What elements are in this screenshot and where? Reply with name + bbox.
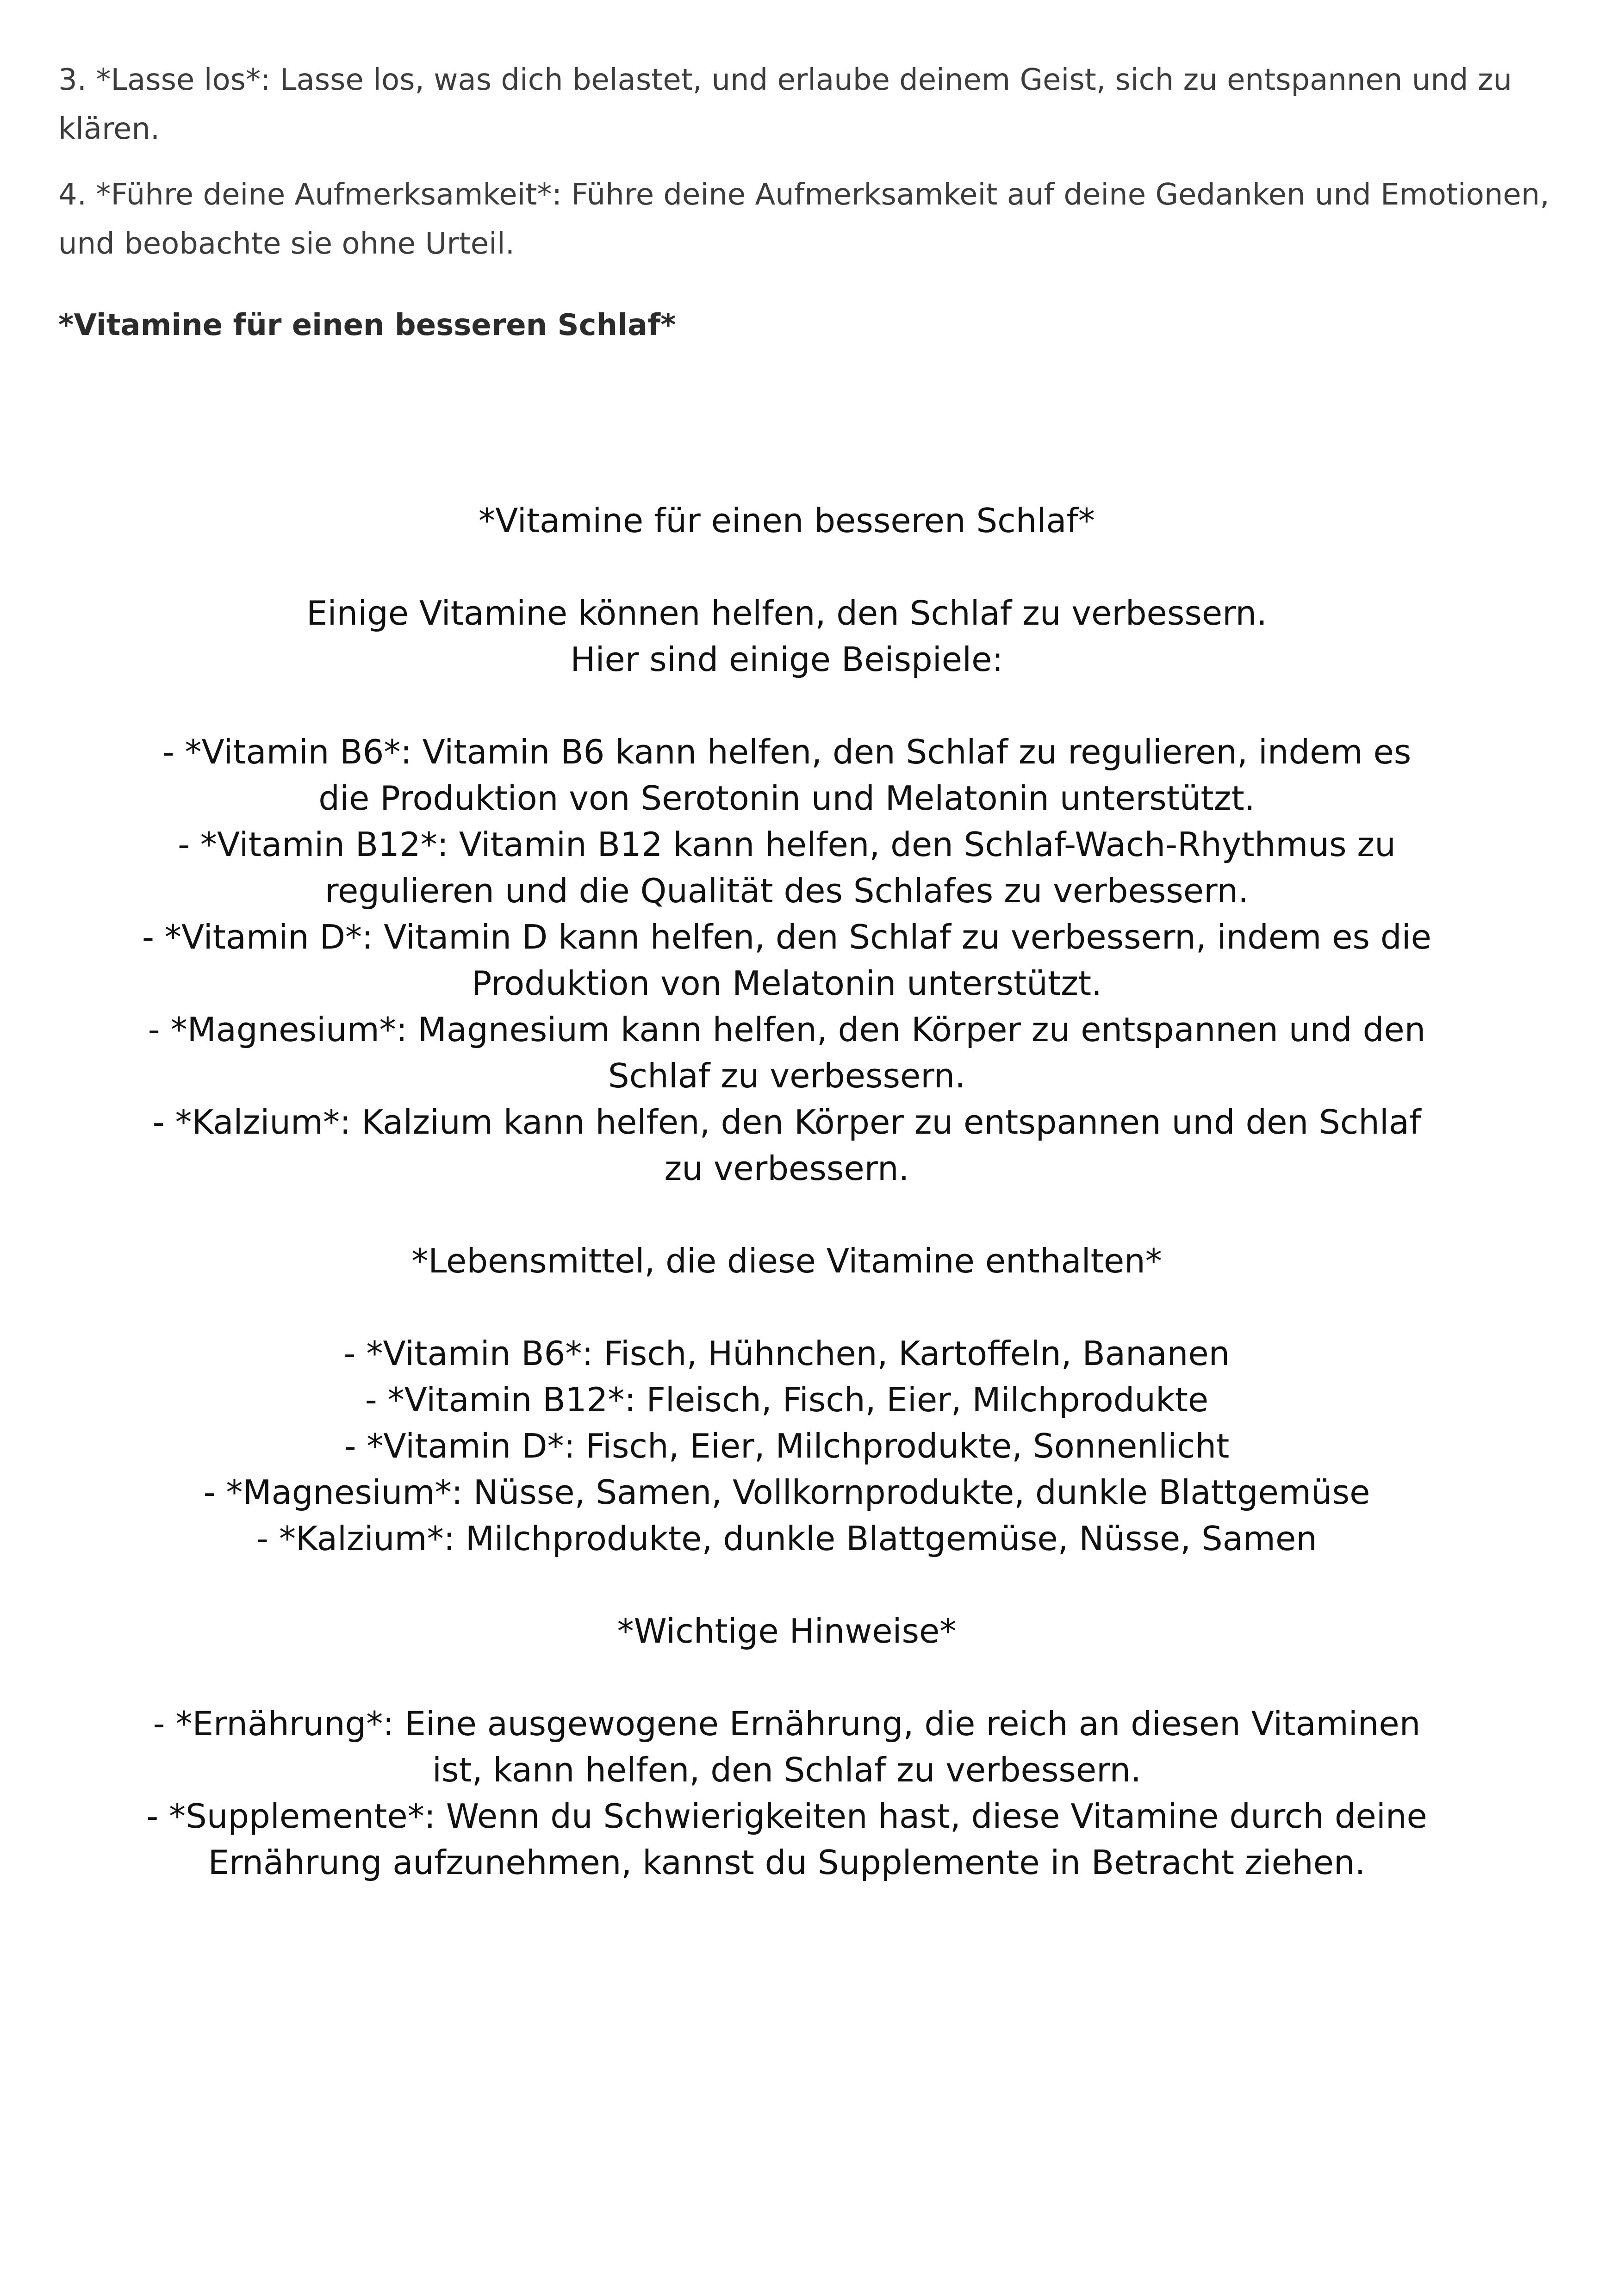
spacer [93, 1562, 1481, 1608]
list-item-fuehre-aufmerksamkeit: 4. *Führe deine Aufmerksamkeit*: Führe deine Aufmerksamkeit auf deine Gedanken und Emotionen, und beobachte sie ohne Urteil. [58, 178, 1549, 261]
vitamin-line: - *Vitamin B6*: Vitamin B6 kann helfen, den Schlaf zu regulieren, indem es [162, 732, 1412, 771]
spacer [93, 1191, 1481, 1238]
food-line: - *Kalzium*: Milchprodukte, dunkle Blattgemüse, Nüsse, Samen [256, 1519, 1317, 1558]
vitamin-line: - *Magnesium*: Magnesium kann helfen, den Körper zu entspannen und den [148, 1010, 1426, 1049]
note-line: Ernährung aufzunehmen, kannst du Supplemente in Betracht ziehen. [208, 1843, 1366, 1882]
centered-title: *Vitamine für einen besseren Schlaf* [479, 501, 1095, 540]
spacer [93, 544, 1481, 590]
food-line: - *Vitamin B12*: Fleisch, Fisch, Eier, Milchprodukte [365, 1380, 1209, 1419]
intro-line: Hier sind einige Beispiele: [570, 640, 1003, 679]
intro-line: Einige Vitamine können helfen, den Schlaf zu verbessern. [306, 594, 1268, 633]
vitamin-line: Produktion von Melatonin unterstützt. [471, 964, 1102, 1003]
note-line: - *Supplemente*: Wenn du Schwierigkeiten hast, diese Vitamine durch deine [146, 1797, 1427, 1836]
section-heading: *Vitamine für einen besseren Schlaf* [58, 308, 676, 342]
vitamin-line: regulieren und die Qualität des Schlafes zu verbessern. [325, 871, 1249, 910]
vitamin-line: - *Vitamin B12*: Vitamin B12 kann helfen, den Schlaf-Wach-Rhythmus zu [178, 825, 1396, 864]
foods-title: *Lebensmittel, die diese Vitamine enthalten* [411, 1241, 1162, 1280]
vitamin-line: - *Vitamin D*: Vitamin D kann helfen, den Schlaf zu verbessern, indem es die [142, 918, 1431, 956]
vitamin-line: - *Kalzium*: Kalzium kann helfen, den Körper zu entspannen und den Schlaf [152, 1103, 1421, 1142]
food-line: - *Vitamin B6*: Fisch, Hühnchen, Kartoffeln, Bananen [343, 1334, 1230, 1373]
notes-title: *Wichtige Hinweise* [617, 1612, 957, 1651]
centered-text-block [93, 497, 1481, 1886]
list-item-lasse-los: 3. *Lasse los*: Lasse los, was dich belastet, und erlaube deinem Geist, sich zu entspannen und zu klären. [58, 63, 1512, 146]
vitamin-line: Schlaf zu verbessern. [608, 1056, 966, 1095]
note-line: - *Ernährung*: Eine ausgewogene Ernährung, die reich an diesen Vitaminen [153, 1704, 1421, 1743]
vitamin-line: die Produktion von Serotonin und Melatonin unterstützt. [318, 779, 1255, 818]
food-line: - *Magnesium*: Nüsse, Samen, Vollkornprodukte, dunkle Blattgemüse [203, 1473, 1370, 1512]
spacer [93, 1284, 1481, 1330]
note-line: ist, kann helfen, den Schlaf zu verbessern. [432, 1750, 1141, 1789]
spacer [93, 683, 1481, 729]
vitamin-line: zu verbessern. [664, 1149, 909, 1188]
upper-text-block [58, 56, 1558, 366]
spacer [93, 1654, 1481, 1700]
food-line: - *Vitamin D*: Fisch, Eier, Milchprodukte, Sonnenlicht [344, 1427, 1230, 1465]
